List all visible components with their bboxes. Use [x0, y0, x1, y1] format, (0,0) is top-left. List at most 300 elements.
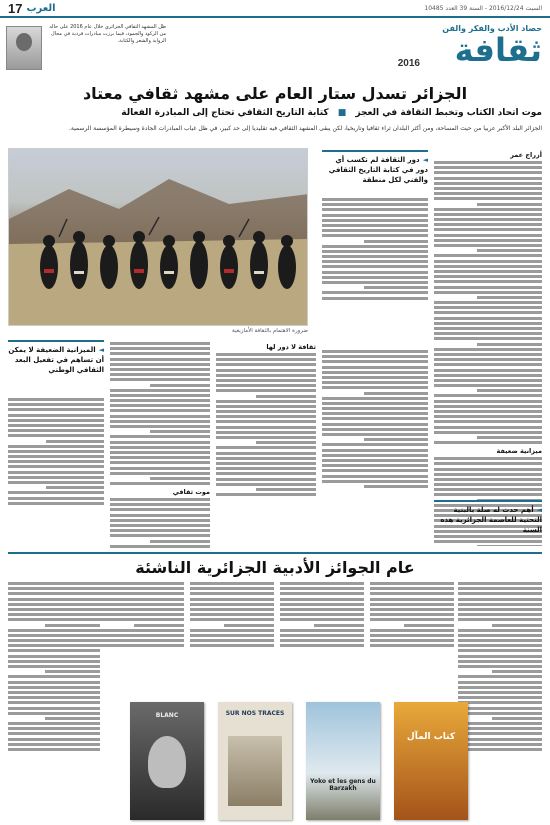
text-line: [190, 644, 274, 647]
text-line: [150, 384, 210, 387]
text-line: [458, 582, 542, 585]
text-line: [216, 420, 316, 423]
text-line: [190, 598, 274, 601]
text-line: [434, 415, 542, 418]
text-line: [434, 431, 542, 434]
section-banner: [352, 24, 542, 67]
text-line: [322, 224, 428, 227]
text-line: [216, 379, 316, 382]
text-line: [434, 192, 542, 195]
text-line: [110, 467, 210, 470]
arrow-icon: ◄: [422, 156, 428, 164]
subhead-1: موت اتحاد الكتاب وتخبط الثقافة في العجز: [355, 108, 542, 118]
text-line: [110, 503, 210, 506]
text-line: [110, 394, 210, 397]
text-line: [434, 332, 542, 335]
text-line: [134, 624, 184, 627]
text-line: [458, 639, 542, 642]
text-line: [434, 177, 542, 180]
text-line: [434, 275, 542, 278]
book-cover[interactable]: Yoko et les gens du Barzakh: [306, 702, 380, 820]
text-line: [370, 639, 454, 642]
text-line: [110, 451, 210, 454]
text-line: [477, 203, 542, 206]
text-line: [322, 203, 428, 206]
text-line: [370, 613, 454, 616]
text-line: [322, 229, 428, 232]
text-line: [458, 665, 542, 668]
text-line: [370, 618, 454, 621]
text-line: [322, 381, 428, 384]
text-line: [280, 618, 364, 621]
text-line: [46, 440, 104, 443]
arrow-icon: ◄: [536, 506, 542, 514]
text-line: [8, 414, 104, 417]
text-line: [322, 469, 428, 472]
text-line: [458, 722, 542, 725]
text-line: [280, 634, 364, 637]
text-line: [8, 707, 100, 710]
text-line: [150, 540, 210, 543]
awards-column-4: [190, 580, 274, 676]
text-line: [434, 280, 542, 283]
column-text: [434, 161, 542, 444]
text-line: [100, 587, 184, 590]
article-column-3: [322, 348, 428, 548]
book-cover[interactable]: BLANC: [130, 702, 204, 820]
text-line: [8, 732, 100, 735]
text-line: [8, 743, 100, 746]
text-line: [46, 486, 104, 489]
text-line: [8, 639, 100, 642]
column-text: [322, 198, 428, 300]
text-line: [364, 240, 428, 243]
text-line: [216, 389, 316, 392]
text-line: [8, 460, 104, 463]
text-line: [216, 374, 316, 377]
author-teaser: ظل المشهد الثقافي الجزائري خلال عام 2016 على حاله من الركود والجمود، فيما برزت مبادرات فردية في مجال الرواية والشعر والكتابة.: [49, 24, 166, 44]
text-line: [434, 441, 542, 444]
text-line: [110, 482, 210, 485]
text-line: [110, 508, 210, 511]
text-line: [8, 445, 104, 448]
text-line: [322, 376, 428, 379]
column-text: [458, 582, 542, 751]
text-line: [434, 223, 542, 226]
text-line: [256, 395, 316, 398]
text-line: [434, 535, 542, 538]
text-line: [434, 488, 542, 491]
text-line: [322, 366, 428, 369]
text-line: [190, 618, 274, 621]
book-cover[interactable]: SUR NOS TRACES: [218, 702, 292, 820]
date-line: السبت 2016/12/24 - السنة 39 العدد 10485: [424, 4, 542, 12]
text-line: [458, 592, 542, 595]
subsection-no-role: ثقافة لا دور لها: [266, 343, 316, 351]
text-line: [458, 644, 542, 647]
text-line: [434, 265, 542, 268]
text-line: [434, 254, 542, 257]
text-line: [322, 234, 428, 237]
text-line: [110, 519, 210, 522]
author-photo: [6, 26, 42, 70]
text-line: [8, 465, 104, 468]
section-year: 2016: [397, 58, 420, 69]
text-line: [8, 450, 104, 453]
text-line: [256, 488, 316, 491]
text-line: [216, 426, 316, 429]
text-line: [458, 743, 542, 746]
awards-column-5: [100, 580, 184, 676]
text-line: [150, 477, 210, 480]
text-line: [322, 449, 428, 452]
text-line: [216, 410, 316, 413]
text-line: [434, 363, 542, 366]
text-line: [434, 286, 542, 289]
text-line: [280, 603, 364, 606]
text-line: [45, 624, 100, 627]
text-line: [458, 649, 542, 652]
text-line: [322, 208, 428, 211]
text-line: [322, 219, 428, 222]
text-line: [322, 297, 428, 300]
text-line: [322, 281, 428, 284]
text-line: [322, 397, 428, 400]
text-line: [322, 412, 428, 415]
text-line: [492, 717, 542, 720]
text-line: [492, 624, 542, 627]
text-line: [458, 701, 542, 704]
text-line: [100, 639, 184, 642]
text-line: [434, 540, 542, 543]
text-line: [458, 629, 542, 632]
text-line: [434, 426, 542, 429]
text-line: [100, 629, 184, 632]
text-line: [434, 218, 542, 221]
text-line: [434, 161, 542, 164]
text-line: [322, 355, 428, 358]
text-line: [110, 420, 210, 423]
text-line: [150, 430, 210, 433]
text-line: [280, 608, 364, 611]
main-photo: [8, 148, 308, 326]
text-line: [322, 407, 428, 410]
text-line: [8, 660, 100, 663]
text-line: [434, 405, 542, 408]
article-column-5: [110, 340, 210, 548]
text-line: [216, 415, 316, 418]
text-line: [434, 493, 542, 496]
top-bar: [0, 0, 550, 18]
column-text: [322, 350, 428, 488]
text-line: [458, 727, 542, 730]
text-line: [8, 491, 104, 494]
text-line: [434, 228, 542, 231]
text-line: [216, 462, 316, 465]
text-line: [110, 363, 210, 366]
text-line: [477, 545, 542, 546]
text-line: [434, 478, 542, 481]
text-line: [280, 629, 364, 632]
text-line: [434, 182, 542, 185]
text-line: [477, 296, 542, 299]
text-line: [8, 582, 100, 585]
text-line: [110, 435, 210, 438]
text-line: [458, 608, 542, 611]
text-line: [8, 748, 100, 751]
text-line: [8, 598, 100, 601]
column-text: [100, 582, 184, 647]
column-text: [190, 582, 274, 647]
text-line: [434, 327, 542, 330]
text-line: [314, 624, 364, 627]
text-line: [110, 358, 210, 361]
text-line: [322, 428, 428, 431]
text-line: [216, 431, 316, 434]
text-line: [370, 582, 454, 585]
text-line: [364, 392, 428, 395]
text-line: [190, 634, 274, 637]
text-line: [216, 400, 316, 403]
text-line: [434, 301, 542, 304]
text-line: [370, 608, 454, 611]
text-line: [434, 369, 542, 372]
text-line: [458, 691, 542, 694]
text-line: [322, 250, 428, 253]
text-line: [434, 358, 542, 361]
text-line: [100, 644, 184, 647]
text-line: [8, 471, 104, 474]
text-line: [458, 598, 542, 601]
text-line: [477, 249, 542, 252]
text-line: [190, 592, 274, 595]
text-line: [434, 270, 542, 273]
text-line: [8, 629, 100, 632]
text-line: [110, 425, 210, 428]
text-line: [100, 618, 184, 621]
text-line: [216, 478, 316, 481]
text-line: [434, 171, 542, 174]
text-line: [458, 696, 542, 699]
text-line: [322, 350, 428, 353]
text-line: [434, 291, 542, 294]
subhead-2: كتابة التاريخ الثقافي تحتاج إلى المبادرة الفعالة: [121, 108, 329, 118]
text-line: [434, 234, 542, 237]
text-line: [100, 634, 184, 637]
text-line: [190, 629, 274, 632]
text-line: [370, 598, 454, 601]
text-line: [8, 608, 100, 611]
awards-column-6: [8, 580, 100, 820]
text-line: [458, 675, 542, 678]
text-line: [8, 497, 104, 500]
text-line: [434, 379, 542, 382]
text-line: [434, 208, 542, 211]
text-line: [322, 265, 428, 268]
text-line: [45, 717, 100, 720]
text-line: [110, 534, 210, 537]
text-line: [110, 529, 210, 532]
subsection-budget: ميزانية ضعيفة: [496, 447, 542, 456]
text-line: [8, 476, 104, 479]
text-line: [110, 441, 210, 444]
text-line: [404, 624, 454, 627]
text-line: [8, 675, 100, 678]
text-line: [100, 603, 184, 606]
article-column-6: [8, 396, 104, 548]
text-line: [434, 420, 542, 423]
text-line: [492, 670, 542, 673]
text-line: [370, 634, 454, 637]
text-line: [322, 402, 428, 405]
text-line: [434, 187, 542, 190]
book-covers: [110, 682, 470, 820]
author-box[interactable]: [6, 24, 166, 78]
text-line: [216, 446, 316, 449]
text-line: [370, 592, 454, 595]
text-line: [434, 311, 542, 314]
text-line: [110, 389, 210, 392]
text-line: [190, 639, 274, 642]
subheadlines: موت اتحاد الكتاب وتخبط الثقافة في العجز ■ كتابة التاريخ الثقافي تحتاج إلى المبادرة الفعالة: [121, 108, 542, 118]
column-text: [8, 398, 104, 505]
text-line: [434, 384, 542, 387]
text-line: [190, 582, 274, 585]
text-line: [434, 239, 542, 242]
text-line: [190, 613, 274, 616]
pull-quote-2: ◄الميزانية الضعيفة لا يمكن أن تساهم في تفعيل البعد الثقافي الوطني: [8, 340, 104, 375]
text-line: [322, 454, 428, 457]
text-line: [322, 386, 428, 389]
awards-column-1: [458, 580, 542, 820]
text-line: [8, 665, 100, 668]
text-line: [110, 373, 210, 376]
text-line: [8, 408, 104, 411]
text-line: [458, 712, 542, 715]
text-line: [100, 592, 184, 595]
text-line: [110, 347, 210, 350]
text-line: [216, 457, 316, 460]
article-column-2: [322, 196, 428, 342]
text-line: [8, 691, 100, 694]
text-line: [8, 681, 100, 684]
text-line: [322, 360, 428, 363]
text-line: [216, 483, 316, 486]
text-line: [322, 464, 428, 467]
text-line: [322, 276, 428, 279]
text-line: [280, 587, 364, 590]
text-line: [8, 722, 100, 725]
text-line: [110, 415, 210, 418]
text-line: [110, 472, 210, 475]
second-headline: عام الجوائز الأدبية الجزائرية الناشئة: [135, 558, 415, 577]
awards-column-3: [280, 580, 364, 676]
text-line: [434, 473, 542, 476]
text-line: [8, 424, 104, 427]
column-text: [110, 498, 210, 548]
text-line: [8, 429, 104, 432]
text-line: [8, 419, 104, 422]
text-line: [190, 603, 274, 606]
text-line: [8, 481, 104, 484]
text-line: [216, 369, 316, 372]
text-line: [458, 732, 542, 735]
text-line: [370, 603, 454, 606]
text-line: [322, 291, 428, 294]
text-line: [434, 166, 542, 169]
text-line: [110, 524, 210, 527]
text-line: [110, 399, 210, 402]
text-line: [322, 475, 428, 478]
article-intro: الجزائر البلد الأكبر عربيا من حيث المساحة، ومن أكثر البلدان ثراء ثقافيا وتاريخيا، لكن يبقى المشهد الثقافي فيه تقليديا إلى حد كبير، في ظل غياب المبادرات الجادة وسيطرة المؤسسة الرسمية.: [68, 125, 542, 132]
text-line: [8, 727, 100, 730]
text-line: [322, 480, 428, 483]
column-text: [280, 582, 364, 647]
text-line: [224, 624, 274, 627]
text-line: [322, 255, 428, 258]
text-line: [280, 639, 364, 642]
text-line: [364, 485, 428, 488]
text-line: [280, 644, 364, 647]
text-line: [434, 260, 542, 263]
text-line: [8, 712, 100, 715]
section-title: ثقافة: [454, 31, 542, 69]
text-line: [458, 618, 542, 621]
text-line: [370, 629, 454, 632]
text-line: [8, 403, 104, 406]
column-text: [110, 342, 210, 485]
text-line: [434, 457, 542, 460]
text-line: [8, 634, 100, 637]
book-cover[interactable]: كتاب المآل: [394, 702, 468, 820]
text-line: [8, 696, 100, 699]
pull-quote-3: ◄أهم حدث له صلة بالبنية التحتية للعاصمة الجزائرية هذه السنة: [434, 500, 542, 535]
text-line: [8, 434, 104, 437]
text-line: [322, 459, 428, 462]
article-column-right: [434, 148, 542, 546]
page-number: 17: [8, 0, 23, 16]
page-header: [0, 20, 550, 84]
photo-caption: ضرورة الاهتمام بالثقافة الأمازيغية: [232, 328, 308, 334]
text-line: [434, 244, 542, 247]
text-line: [434, 317, 542, 320]
performers-illustration: [9, 149, 308, 326]
text-line: [216, 467, 316, 470]
text-line: [322, 417, 428, 420]
text-line: [8, 686, 100, 689]
text-line: [8, 455, 104, 458]
text-line: [8, 502, 104, 505]
column-text: [370, 582, 454, 647]
text-line: [216, 493, 316, 496]
text-line: [110, 514, 210, 517]
text-line: [216, 358, 316, 361]
pull-quote-1: ◄دور الثقافة لم تكسب أي دور في كتابة التاريخ الثقافي والفني لكل منطقة: [322, 150, 428, 185]
text-line: [477, 343, 542, 346]
text-line: [458, 587, 542, 590]
text-line: [110, 352, 210, 355]
article-column-4: [216, 340, 316, 548]
text-line: [110, 409, 210, 412]
text-line: [190, 608, 274, 611]
text-line: [216, 353, 316, 356]
text-line: [458, 738, 542, 741]
paper-logo: العرب: [26, 2, 56, 14]
arrow-icon: ◄: [98, 346, 104, 354]
text-line: [458, 613, 542, 616]
text-line: [216, 405, 316, 408]
text-line: [8, 587, 100, 590]
